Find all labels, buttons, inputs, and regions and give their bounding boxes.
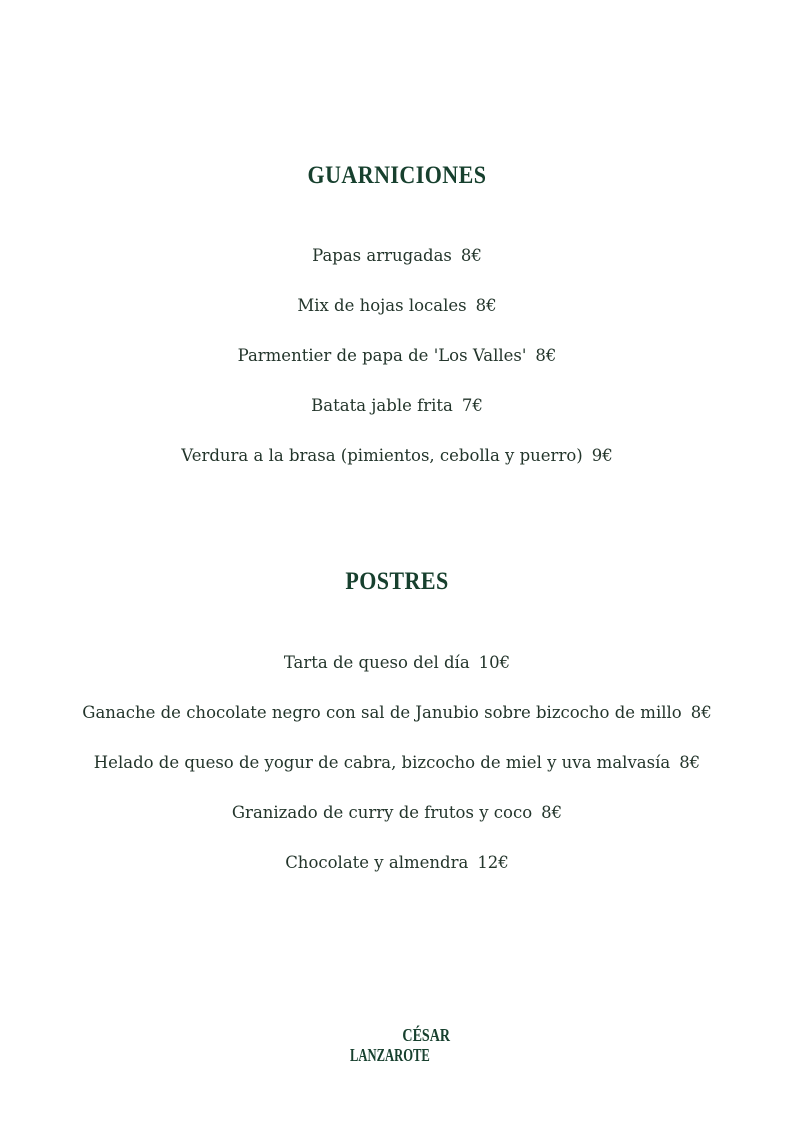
item-price: 12€ <box>477 853 509 872</box>
item-price: 8€ <box>535 346 557 365</box>
section-title-postres: POSTRES <box>345 568 449 595</box>
item-price: 7€ <box>461 396 483 415</box>
menu-item <box>0 344 794 394</box>
menu-item <box>0 751 794 801</box>
menu-item <box>0 701 794 751</box>
item-name: Verdura a la brasa (pimientos, cebolla y puerro) <box>181 446 583 465</box>
item-name: Papas arrugadas <box>312 246 452 265</box>
restaurant-logo <box>350 1025 450 1069</box>
item-price: 9€ <box>591 446 613 465</box>
logo-line-2: LANZAROTE <box>350 1045 430 1065</box>
item-price: 8€ <box>679 753 701 772</box>
menu-item <box>0 244 794 294</box>
item-name: Parmentier de papa de 'Los Valles' <box>237 346 527 365</box>
menu-item <box>0 801 794 851</box>
item-name: Chocolate y almendra <box>285 853 469 872</box>
item-price: 8€ <box>541 803 563 822</box>
menu-item <box>0 651 794 701</box>
item-name: Granizado de curry de frutos y coco <box>231 803 533 822</box>
postres-list <box>0 651 794 901</box>
item-price: 10€ <box>478 653 511 672</box>
item-price: 8€ <box>475 296 497 315</box>
logo-line-1: CÉSAR <box>402 1025 450 1045</box>
item-price: 8€ <box>690 703 712 722</box>
item-name: Mix de hojas locales <box>297 296 467 315</box>
item-price: 8€ <box>460 246 482 265</box>
menu-item <box>0 851 794 901</box>
menu-item <box>0 444 794 494</box>
item-name: Helado de queso de yogur de cabra, bizcocho de miel y uva malvasía <box>93 753 671 772</box>
item-name: Batata jable frita <box>311 396 453 415</box>
menu-item <box>0 394 794 444</box>
guarniciones-list <box>0 244 794 494</box>
menu-item <box>0 294 794 344</box>
section-title-guarniciones: GUARNICIONES <box>307 162 487 189</box>
item-name: Tarta de queso del día <box>283 653 470 672</box>
item-name: Ganache de chocolate negro con sal de Janubio sobre bizcocho de millo <box>82 703 682 722</box>
